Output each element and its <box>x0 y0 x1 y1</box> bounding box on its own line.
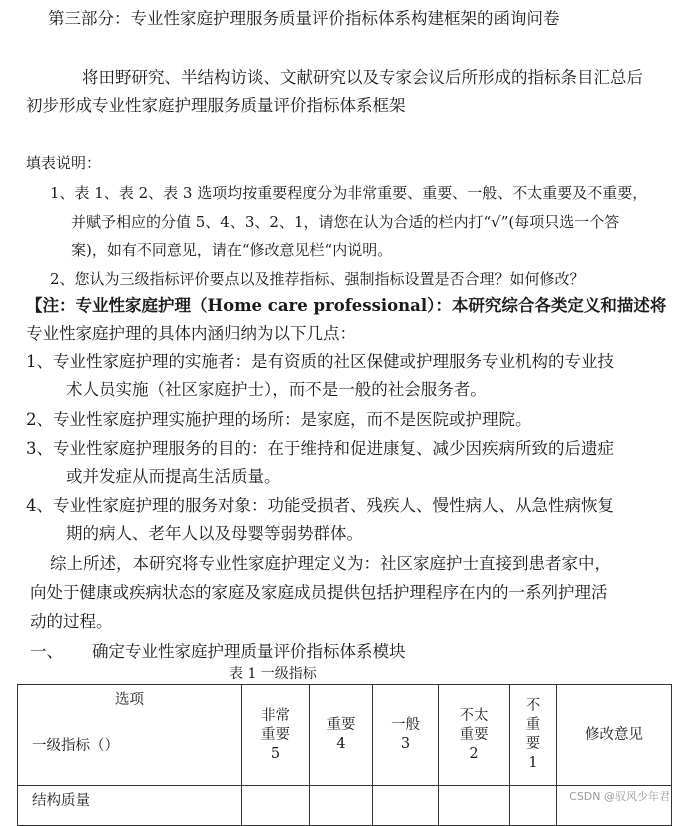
col-average <box>373 685 439 786</box>
rating-cell[interactable] <box>439 786 510 826</box>
col-label: 要 <box>525 736 541 752</box>
col-important <box>310 685 373 786</box>
corner-top-label: 选项 <box>115 692 144 708</box>
intro-line-1: 将田野研究、半结构访谈、文献研究以及专家会议后所形成的指标条目汇总后 <box>82 68 643 87</box>
table-caption: 表 1 一级指标 <box>229 666 317 682</box>
note-point-4: 4、专业性家庭护理的服务对象：功能受损者、残疾人、慢性病人、从急性病恢复 <box>26 496 614 515</box>
corner-cell <box>18 685 242 786</box>
summary-line-1: 综上所述，本研究将专业性家庭护理定义为：社区家庭护士直接到患者家中， <box>50 554 611 573</box>
rating-cell[interactable] <box>373 786 439 826</box>
row-label: 结构质量 <box>18 786 242 826</box>
summary-line-2: 向处于健康或疾病状态的家庭及家庭成员提供包括护理程序在内的一系列护理活 <box>30 583 608 602</box>
col-score: 1 <box>528 755 538 771</box>
note-point-3: 3、专业性家庭护理服务的目的：在于维持和促进康复、减少因疾病所致的后遗症 <box>26 439 614 458</box>
col-label: 重要 <box>459 726 489 743</box>
page-header: 第三部分：专业性家庭护理服务质量评价指标体系构建框架的函询问卷 <box>48 9 560 28</box>
instructions-title: 填表说明： <box>26 154 102 172</box>
section-number: 一、 <box>30 642 63 661</box>
table-header-row <box>18 685 672 786</box>
note-line-2: 专业性家庭护理的具体内涵归纳为以下几点： <box>26 324 356 343</box>
note-point-1: 1、专业性家庭护理的实施者：是有资质的社区保健或护理服务专业机构的专业技 <box>26 352 614 371</box>
col-comments: 修改意见 <box>557 685 672 786</box>
intro-line-2: 初步形成专业性家庭护理服务质量评价指标体系框架 <box>26 96 406 115</box>
col-score: 4 <box>336 736 346 752</box>
col-label: 一般 <box>391 717 420 733</box>
note-line-1: 【注：专业性家庭护理（Home care professional）：本研究综合各类定义和描述将 <box>26 296 667 315</box>
note-point-3-cont: 或并发症从而提高生活质量。 <box>66 467 281 486</box>
col-score: 5 <box>270 745 281 762</box>
instruction-line-3: 案)，如有不同意见，请在“修改意见栏“内说明。 <box>71 241 393 259</box>
watermark: CSDN @驭风少年君 <box>569 790 670 803</box>
col-label: 重 <box>525 717 541 733</box>
indicator-table <box>17 684 672 826</box>
note-point-1-cont: 术人员实施（社区家庭护士），而不是一般的社会服务者。 <box>66 380 487 399</box>
rating-cell[interactable] <box>310 786 373 826</box>
col-label: 重要 <box>326 717 356 733</box>
col-label: 不太 <box>459 707 489 724</box>
col-score: 2 <box>469 745 479 762</box>
col-score: 3 <box>400 736 411 752</box>
corner-left-label: 一级指标（） <box>32 738 119 754</box>
rating-cell[interactable] <box>510 786 557 826</box>
instruction-line-2: 并赋予相应的分值 5、4、3、2、1，请您在认为合适的栏内打“√”(每项只选一个答 <box>71 213 620 231</box>
rating-cell[interactable] <box>242 786 310 826</box>
col-label: 不 <box>525 698 541 714</box>
col-very-important <box>242 685 310 786</box>
col-not-important <box>510 685 557 786</box>
section-title: 确定专业性家庭护理质量评价指标体系模块 <box>92 642 406 661</box>
col-label: 重要 <box>261 726 290 743</box>
summary-line-3: 动的过程。 <box>30 612 113 631</box>
note-point-4-cont: 期的病人、老年人以及母婴等弱势群体。 <box>66 524 363 543</box>
instruction-line-1: 1、表 1、表 2、表 3 选项均按重要程度分为非常重要、重要、一般、不太重要及不重要， <box>50 184 648 202</box>
instruction-line-4: 2、您认为三级指标评价要点以及推荐指标、强制指标设置是否合理？如何修改？ <box>50 270 585 288</box>
col-label: 非常 <box>261 707 290 724</box>
col-less-important <box>439 685 510 786</box>
note-point-2: 2、专业性家庭护理实施护理的场所：是家庭，而不是医院或护理院。 <box>26 410 532 429</box>
